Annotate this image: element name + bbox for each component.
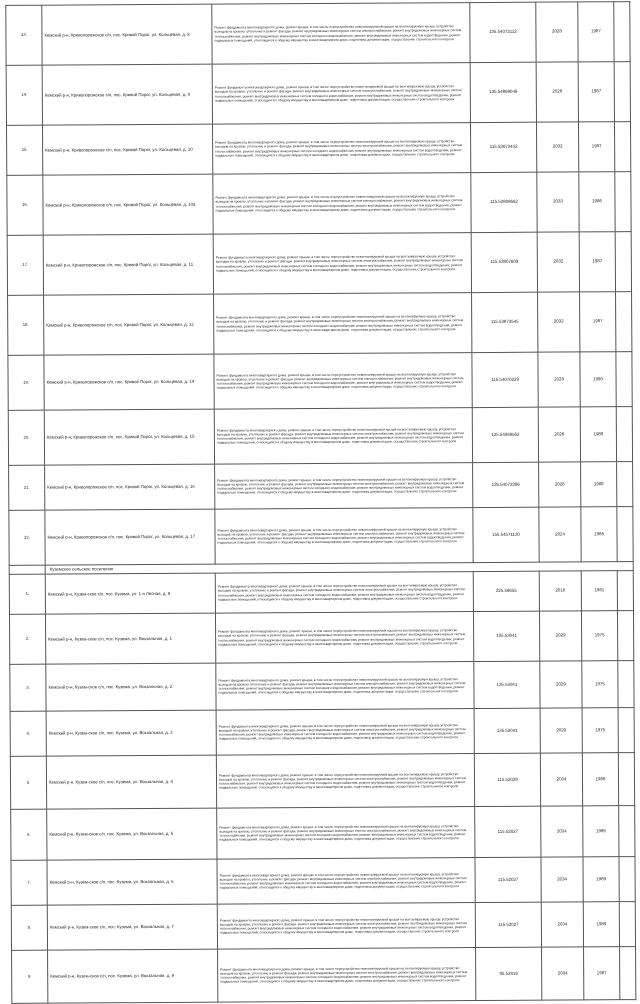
area-cell: 125.54069562 bbox=[472, 407, 538, 462]
empty-cell bbox=[615, 232, 631, 292]
repair-year-cell: 2028 bbox=[536, 2, 578, 62]
address-cell: Кемский р-н, Кривопорожское с/п, пос. Кривой Порог, ул. Кольцевая, д. 12 bbox=[44, 294, 214, 355]
table-row bbox=[10, 661, 634, 712]
table-body-part-1 bbox=[6, 2, 633, 566]
area-cell: 115.53808662 bbox=[471, 172, 537, 232]
empty-cell bbox=[619, 806, 635, 857]
work-description-cell: Ремонт фундамента многоквартирного дома, ремонт крыши, в том числе переустройство невентилируемой крыши на вентилируемую крышу, устройство выходов на кровлю, утепление и ремонт фасада, ремонт внутридомовых инженерных систем электроснабжения, ремонт внутридомовых инженерных систем теплоснабжения, ремонт внутридомовых инженерных систем холодного водоснабжения, ремонт внутридомовых инженерных систем водоотведения, ремонт подвальных помещений, относящихся к общему имуществу в многоквартирном доме, подготовка документации, осуществление строительного контроля bbox=[218, 948, 476, 1003]
address-cell: Кемский р-н, Кузем-ское с/п, пос. Кузема, ул. Вокзальная, д. 4 bbox=[46, 755, 216, 809]
build-year-cell: 1987 bbox=[578, 62, 614, 122]
address-cell: Кемский р-н, Кривопорожское с/п, пос. Кривой Порог, ул. Кольцевая, д. 16 bbox=[45, 464, 215, 510]
table-row bbox=[7, 232, 631, 296]
table-row bbox=[9, 571, 633, 615]
table-row bbox=[6, 62, 630, 126]
table-row bbox=[8, 292, 632, 356]
empty-cell bbox=[617, 507, 633, 562]
build-year-cell: 1975 bbox=[582, 708, 618, 753]
area-cell: 135.54072386 bbox=[473, 462, 539, 507]
table-row bbox=[11, 806, 635, 861]
row-number: 18. bbox=[8, 295, 44, 355]
repair-year-cell: 2034 bbox=[540, 753, 582, 806]
area-cell: 115.53807609 bbox=[471, 232, 537, 292]
work-description-cell: Ремонт фундамента многоквартирного дома, ремонт крыши, в том числе переустройство невентилируемой крыши на вентилируемую крышу, устройство выходов на кровлю, утепление и ремонт фасада, ремонт внутридомовых инженерных систем электроснабжения, ремонт внутридомовых инженерных систем теплоснабжения, ремонт внутридомовых инженерных систем холодного водоснабжения, ремонт внутридомовых инженерных систем водоотведения, ремонт подвальных помещений, относящихся к общему имуществу в многоквартирном доме, подготовка документации, осуществление строительного контроля bbox=[215, 463, 473, 510]
empty-cell bbox=[614, 122, 630, 172]
repair-year-cell: 2034 bbox=[541, 902, 583, 947]
table-row bbox=[7, 172, 631, 236]
address-cell: Кемский р-н, Кривопорожское с/п, пос. Кривой Порог, ул. Кольцевая, д. 9 bbox=[42, 64, 212, 125]
area-cell: 115.52027 bbox=[475, 806, 541, 857]
build-year-cell: 1990 bbox=[580, 352, 616, 407]
section-title: Куземское сельское поселение bbox=[45, 562, 633, 575]
work-description-cell: Ремонт фундамента многоквартирного дома, ремонт крыши, в том числе переустройство невентилируемой крыши на вентилируемую крышу, устройство выходов на кровлю, утепление и ремонт фасада, ремонт внутридомовых инженерных систем электроснабжения, ремонт внутридомовых инженерных систем теплоснабжения, ремонт внутридомовых инженерных систем холодного водоснабжения, ремонт внутридомовых инженерных систем водоотведения, ремонт подвальных помещений, относящихся к общему имуществу в многоквартирном доме, подготовка документации, осуществление строительного контроля bbox=[217, 903, 475, 950]
address-cell: Кемский р-н, Кузем-ское с/п, пос. Кузема, ул. Вокзальная, д. 8 bbox=[48, 949, 218, 1003]
empty-cell bbox=[617, 571, 633, 611]
build-year-cell: 1987 bbox=[578, 2, 614, 62]
row-number: 5. bbox=[10, 756, 46, 809]
repair-year-cell: 2029 bbox=[540, 708, 582, 753]
row-number: 13. bbox=[6, 5, 42, 65]
work-description-cell: Ремонт фундамента многоквартирного дома, ремонт крыши, в том числе переустройство невентилируемой крыши на вентилируемую крышу, устройство выходов на кровлю, утепление и ремонт фасада, ремонт внутридомовых инженерных систем электроснабжения, ремонт внутридомовых инженерных систем теплоснабжения, ремонт внутридомовых инженерных систем холодного водоснабжения, ремонт внутридомовых инженерных систем водоотведения, ремонт подвальных помещений, относящихся к общему имуществу в многоквартирном доме, подготовка документации, осуществление строительного контроля bbox=[217, 807, 475, 860]
work-description-cell: Ремонт фундамента многоквартирного дома, ремонт крыши, в том числе переустройство невентилируемой крыши на вентилируемую крышу, устройство выходов на кровлю, утепление и ремонт фасада, ремонт внутридомовых инженерных систем электроснабжения, ремонт внутридомовых инженерных систем теплоснабжения, ремонт внутридомовых инженерных систем холодного водоснабжения, ремонт внутридомовых инженерных систем водоотведения, ремонт подвальных помещений, относящихся к общему имуществу в многоквартирном доме, подготовка документации, осуществление строительного контроля bbox=[212, 3, 470, 65]
empty-cell bbox=[617, 462, 633, 507]
repair-year-cell: 2026 bbox=[536, 62, 578, 122]
address-cell: Кемский р-н, Кривопорожское с/п, пос. Кривой Порог, ул. Кольцевая, д. 17 bbox=[45, 509, 215, 565]
repair-year-cell: 2034 bbox=[541, 857, 583, 902]
row-number: 7. bbox=[11, 860, 47, 905]
row-number: 3. bbox=[10, 664, 46, 711]
work-description-cell: Ремонт фундамента многоквартирного дома, ремонт крыши, в том числе переустройство невентилируемой крыши на вентилируемую крышу, устройство выходов на кровлю, утепление и ремонт фасада, ремонт внутридомовых инженерных систем электроснабжения, ремонт внутридомовых инженерных систем теплоснабжения, ремонт внутридомовых инженерных систем холодного водоснабжения, ремонт внутридомовых инженерных систем водоотведения, ремонт подвальных помещений, относящихся к общему имуществу в многоквартирном доме, подготовка документации, осуществление строительного контроля bbox=[215, 572, 473, 614]
address-cell: Кемский р-н, Кузем-ское с/п, пос. Кузема, ул. Вокзальная, д. 6 bbox=[47, 859, 217, 905]
row-number: 22. bbox=[9, 510, 45, 565]
work-description-cell: Ремонт фундамента многоквартирного дома, ремонт крыши, в том числе переустройство невентилируемой крыши на вентилируемую крышу, устройство выходов на кровлю, утепление и ремонт фасада, ремонт внутридомовых инженерных систем электроснабжения, ремонт внутридомовых инженерных систем теплоснабжения, ремонт внутридомовых инженерных систем холодного водоснабжения, ремонт внутридомовых инженерных систем водоотведения, ремонт подвальных помещений, относящихся к общему имуществу в многоквартирном доме, подготовка документации, осуществление строительного контроля bbox=[215, 508, 473, 565]
empty-cell bbox=[619, 857, 635, 902]
row-number: 19. bbox=[8, 355, 44, 410]
work-description-cell: Ремонт фундамента многоквартирного дома, ремонт крыши, в том числе переустройство невентилируемой крыши на вентилируемую крышу, устройство выходов на кровлю, утепление и ремонт фасада, ремонт внутридомовых инженерных систем электроснабжения, ремонт внутридомовых инженерных систем теплоснабжения, ремонт внутридомовых инженерных систем холодного водоснабжения, ремонт внутридомовых инженерных систем водоотведения, ремонт подвальных помещений, относящихся к общему имуществу в многоквартирном доме, подготовка документации, осуществление строительного контроля bbox=[213, 173, 471, 235]
address-cell: Кемский р-н, Кривопорожское с/п, пос. Кривой Порог, ул. Кольцевая, д. 15 bbox=[44, 409, 214, 465]
work-description-cell: Ремонт фундамента многоквартирного дома, ремонт крыши, в том числе переустройство невентилируемой крыши на вентилируемую крышу, устройство выходов на кровлю, утепление и ремонт фасада, ремонт внутридомовых инженерных систем электроснабжения, ремонт внутридомовых инженерных систем теплоснабжения, ремонт внутридомовых инженерных систем холодного водоснабжения, ремонт внутридомовых инженерных систем водоотведения, ремонт подвальных помещений, относящихся к общему имуществу в многоквартирном доме, подготовка документации, осуществление строительного контроля bbox=[217, 858, 475, 905]
area-cell: 135.53041 bbox=[474, 661, 540, 708]
work-description-cell: Ремонт фундамента многоквартирного дома, ремонт крыши, в том числе переустройство невентилируемой крыши на вентилируемую крышу, устройство выходов на кровлю, утепление и ремонт фасада, ремонт внутридомовых инженерных систем электроснабжения, ремонт внутридомовых инженерных систем теплоснабжения, ремонт внутридомовых инженерных систем холодного водоснабжения, ремонт внутридомовых инженерных систем водоотведения, ремонт подвальных помещений, относящихся к общему имуществу в многоквартирном доме, подготовка документации, осуществление строительного контроля bbox=[212, 123, 470, 175]
address-cell: Кемский р-н, Кривопорожское с/п, пос. Кривой Порог, ул. Кольцевая, д. 10 bbox=[42, 124, 212, 175]
build-year-cell: 1986 bbox=[579, 172, 615, 232]
empty-cell bbox=[617, 611, 633, 661]
repair-year-cell: 2032 bbox=[536, 122, 578, 172]
build-year-cell: 1975 bbox=[582, 661, 618, 708]
table-body-part-2 bbox=[9, 571, 636, 1004]
row-number: 6. bbox=[11, 809, 47, 860]
area-cell: 135.53041 bbox=[474, 708, 540, 753]
address-cell: Кемский р-н, Кривопорожское с/п, пос. Кривой Порог, ул. Кольцевая, д. 14 bbox=[44, 354, 214, 410]
build-year-cell: 1988 bbox=[582, 753, 618, 806]
area-cell: 115.52027 bbox=[475, 857, 541, 902]
row-number: 8. bbox=[11, 905, 47, 950]
table-row bbox=[10, 708, 634, 757]
build-year-cell: 1989 bbox=[583, 857, 619, 902]
row-number: 15. bbox=[6, 125, 42, 175]
build-year-cell: 1975 bbox=[581, 611, 617, 661]
build-year-cell: 1987 bbox=[580, 292, 616, 352]
area-cell: 115.54070229 bbox=[472, 352, 538, 407]
row-number: 16. bbox=[7, 175, 43, 235]
empty-cell bbox=[619, 902, 635, 947]
empty-cell bbox=[614, 2, 630, 62]
address-cell: Кемский р-н, Кривопорожское с/п, пос. Кривой Порог, ул. Кольцевая, д. 10а bbox=[43, 174, 213, 235]
area-cell: 155.54571130 bbox=[473, 507, 539, 562]
area-cell: 115.52027 bbox=[475, 902, 541, 947]
empty-cell bbox=[616, 407, 632, 462]
area-cell: 135.54869046 bbox=[470, 62, 536, 122]
table-row bbox=[8, 352, 632, 411]
row-number: 9. bbox=[12, 950, 48, 1003]
empty-cell bbox=[620, 947, 636, 1000]
work-description-cell: Ремонт фундамента многоквартирного дома, ремонт крыши, в том числе переустройство невентилируемой крыши на вентилируемую крышу, устройство выходов на кровлю, утепление и ремонт фасада, ремонт внутридомовых инженерных систем электроснабжения, ремонт внутридомовых инженерных систем теплоснабжения, ремонт внутридомовых инженерных систем холодного водоснабжения, ремонт внутридомовых инженерных систем водоотведения, ремонт подвальных помещений, относящихся к общему имуществу в многоквартирном доме, подготовка документации, осуществление строительного контроля bbox=[214, 408, 472, 465]
repair-year-cell: 2018 bbox=[539, 571, 581, 611]
repair-year-cell: 2033 bbox=[537, 172, 579, 232]
work-description-cell: Ремонт фундамента многоквартирного дома, ремонт крыши, в том числе переустройство невентилируемой крыши на вентилируемую крышу, устройство выходов на кровлю, утепление и ремонт фасада, ремонт внутридомовых инженерных систем электроснабжения, ремонт внутридомовых инженерных систем теплоснабжения, ремонт внутридомовых инженерных систем холодного водоснабжения, ремонт внутридомовых инженерных систем водоотведения, ремонт подвальных помещений, относящихся к общему имуществу в многоквартирном доме, подготовка документации, осуществление строительного контроля bbox=[215, 612, 473, 664]
work-description-cell: Ремонт фундамента многоквартирного дома, ремонт крыши, в том числе переустройство невентилируемой крыши на вентилируемую крышу, устройство выходов на кровлю, утепление и ремонт фасада, ремонт внутридомовых инженерных систем электроснабжения, ремонт внутридомовых инженерных систем теплоснабжения, ремонт внутридомовых инженерных систем холодного водоснабжения, ремонт внутридомовых инженерных систем водоотведения, ремонт подвальных помещений, относящихся к общему имуществу в многоквартирном доме, подготовка документации, осуществление строительного контроля bbox=[213, 233, 471, 295]
build-year-cell: 1989 bbox=[583, 902, 619, 947]
area-cell: 115.53073402 bbox=[470, 122, 536, 172]
repair-year-cell: 2032 bbox=[537, 232, 579, 292]
address-cell: Кемский р-н, Кузем-ское с/п, пос. Кузема, ул. Вокзальная, д. 5 bbox=[47, 808, 217, 860]
table-row bbox=[10, 753, 634, 810]
empty-cell bbox=[618, 708, 634, 753]
address-cell: Кемский р-н, Кривопорожское с/п, пос. Кривой Порог, ул. Кольцевая, д. 8 bbox=[42, 4, 212, 65]
table-row bbox=[9, 611, 633, 665]
repair-year-cell: 2026 bbox=[538, 407, 580, 462]
repair-year-cell: 2028 bbox=[539, 462, 581, 507]
address-cell: Кемский р-н, Кузем-ское с/п, пос. Кузема, ул. Вокзальная, д. 1 bbox=[45, 613, 215, 664]
repair-year-cell: 2034 bbox=[542, 947, 584, 1000]
address-cell: Кемский р-н, Кривопорожское с/п, пос. Кривой Порог, ул. Кольцевая, д. 11 bbox=[43, 234, 213, 295]
build-year-cell: 1988 bbox=[580, 407, 616, 462]
work-description-cell: Ремонт фундамента многоквартирного дома, ремонт крыши, в том числе переустройство невентилируемой крыши на вентилируемую крышу, устройство выходов на кровлю, утепление и ремонт фасада, ремонт внутридомовых инженерных систем электроснабжения, ремонт внутридомовых инженерных систем теплоснабжения, ремонт внутридомовых инженерных систем холодного водоснабжения, ремонт внутридомовых инженерных систем водоотведения, ремонт подвальных помещений, относящихся к общему имуществу в многоквартирном доме, подготовка документации, осуществление строительного контроля bbox=[212, 63, 470, 125]
work-description-cell: Ремонт фундамента многоквартирного дома, ремонт крыши, в том числе переустройство невентилируемой крыши на вентилируемую крышу, устройство выходов на кровлю, утепление и ремонт фасада, ремонт внутридомовых инженерных систем электроснабжения, ремонт внутридомовых инженерных систем теплоснабжения, ремонт внутридомовых инженерных систем холодного водоснабжения, ремонт внутридомовых инженерных систем водоотведения, ремонт подвальных помещений, относящихся к общему имуществу в многоквартирном доме, подготовка документации, осуществление строительного контроля bbox=[214, 293, 472, 355]
row-number: 14. bbox=[6, 65, 42, 125]
build-year-cell: 1987 bbox=[578, 122, 614, 172]
work-description-cell: Ремонт фундамента многоквартирного дома, ремонт крыши, в том числе переустройство невентилируемой крыши на вентилируемую крышу, устройство выходов на кровлю, утепление и ремонт фасада, ремонт внутридомовых инженерных систем электроснабжения, ремонт внутридомовых инженерных систем теплоснабжения, ремонт внутридомовых инженерных систем холодного водоснабжения, ремонт внутридомовых инженерных систем водоотведения, ремонт подвальных помещений, относящихся к общему имуществу в многоквартирном доме, подготовка документации, осуществление строительного контроля bbox=[216, 662, 474, 711]
table-row bbox=[11, 857, 635, 906]
row-number: 1. bbox=[9, 574, 45, 614]
table-row bbox=[9, 507, 633, 566]
capital-repair-table bbox=[5, 1, 636, 1004]
address-cell: Кемский р-н, Кузем-ское с/п, пос. Кузема, ул. Вокзальная, д. 3 bbox=[46, 710, 216, 756]
area-cell: 115.52029 bbox=[474, 753, 540, 806]
build-year-cell: 1986 bbox=[581, 507, 617, 562]
area-cell: 135.54072112 bbox=[470, 2, 536, 62]
row-number: 20. bbox=[8, 410, 44, 465]
work-description-cell: Ремонт фундамента многоквартирного дома, ремонт крыши, в том числе переустройство невентилируемой крыши на вентилируемую крышу, устройство выходов на кровлю, утепление и ремонт фасада, ремонт внутридомовых инженерных систем электроснабжения, ремонт внутридомовых инженерных систем теплоснабжения, ремонт внутридомовых инженерных систем холодного водоснабжения, ремонт внутридомовых инженерных систем водоотведения, ремонт подвальных помещений, относящихся к общему имуществу в многоквартирном доме, подготовка документации, осуществление строительного контроля bbox=[216, 709, 474, 756]
address-cell: Кемский р-н, Кузем-ское с/п, пос. Кузема, ул. Вокзальная, д. 7 bbox=[47, 904, 217, 950]
row-number: 2. bbox=[9, 614, 45, 664]
build-year-cell: 1988 bbox=[581, 462, 617, 507]
empty-cell bbox=[618, 753, 634, 806]
area-cell: 135.53041 bbox=[473, 611, 539, 661]
repair-year-cell: 2024 bbox=[539, 507, 581, 562]
empty-cell bbox=[614, 62, 630, 122]
row-number: 4. bbox=[10, 711, 46, 756]
build-year-cell: 1987 bbox=[579, 232, 615, 292]
table-row bbox=[6, 2, 630, 66]
empty-cell bbox=[616, 292, 632, 352]
area-cell: 115.53873545 bbox=[472, 292, 538, 352]
repair-year-cell: 2034 bbox=[541, 806, 583, 857]
repair-year-cell: 2029 bbox=[539, 611, 581, 661]
table-row bbox=[8, 407, 632, 466]
work-description-cell: Ремонт фундамента многоквартирного дома, ремонт крыши, в том числе переустройство невентилируемой крыши на вентилируемую крышу, устройство выходов на кровлю, утепление и ремонт фасада, ремонт внутридомовых инженерных систем электроснабжения, ремонт внутридомовых инженерных систем теплоснабжения, ремонт внутридомовых инженерных систем холодного водоснабжения, ремонт внутридомовых инженерных систем водоотведения, ремонт подвальных помещений, относящихся к общему имуществу в многоквартирном доме, подготовка документации, осуществление строительного контроля bbox=[214, 353, 472, 410]
table-row bbox=[11, 902, 635, 951]
table-row bbox=[9, 462, 633, 511]
build-year-cell: 1987 bbox=[584, 947, 620, 1000]
empty-cell bbox=[618, 661, 634, 708]
work-description-cell: Ремонт фундамента многоквартирного дома, ремонт крыши, в том числе переустройство невентилируемой крыши на вентилируемую крышу, устройство выходов на кровлю, утепление и ремонт фасада, ремонт внутридомовых инженерных систем электроснабжения, ремонт внутридомовых инженерных систем теплоснабжения, ремонт внутридомовых инженерных систем холодного водоснабжения, ремонт внутридомовых инженерных систем водоотведения, ремонт подвальных помещений, относящихся к общему имуществу в многоквартирном доме, подготовка документации, осуществление строительного контроля bbox=[216, 754, 474, 809]
table-row bbox=[12, 947, 636, 1004]
row-number: 21. bbox=[9, 465, 45, 510]
address-cell: Кемский р-н, Кузем-ское с/п, пос. Кузема, ул. 1-я Лесная, д. 8 bbox=[45, 573, 215, 614]
area-cell: 225.56655 bbox=[473, 571, 539, 611]
repair-year-cell: 2028 bbox=[538, 352, 580, 407]
empty-cell bbox=[615, 172, 631, 232]
address-cell: Кемский р-н, Кузем-ское с/п, пос. Кузема, ул. Вокзальная, д. 2 bbox=[46, 663, 216, 711]
empty-cell bbox=[616, 352, 632, 407]
row-number: 17. bbox=[7, 235, 43, 295]
repair-year-cell: 2032 bbox=[538, 292, 580, 352]
repair-year-cell: 2029 bbox=[540, 661, 582, 708]
section-number-cell bbox=[9, 565, 45, 574]
build-year-cell: 1989 bbox=[583, 806, 619, 857]
table-row bbox=[6, 122, 630, 176]
document-sheet bbox=[5, 1, 634, 984]
build-year-cell: 1961 bbox=[581, 571, 617, 611]
area-cell: 95.52919 bbox=[476, 947, 542, 1000]
